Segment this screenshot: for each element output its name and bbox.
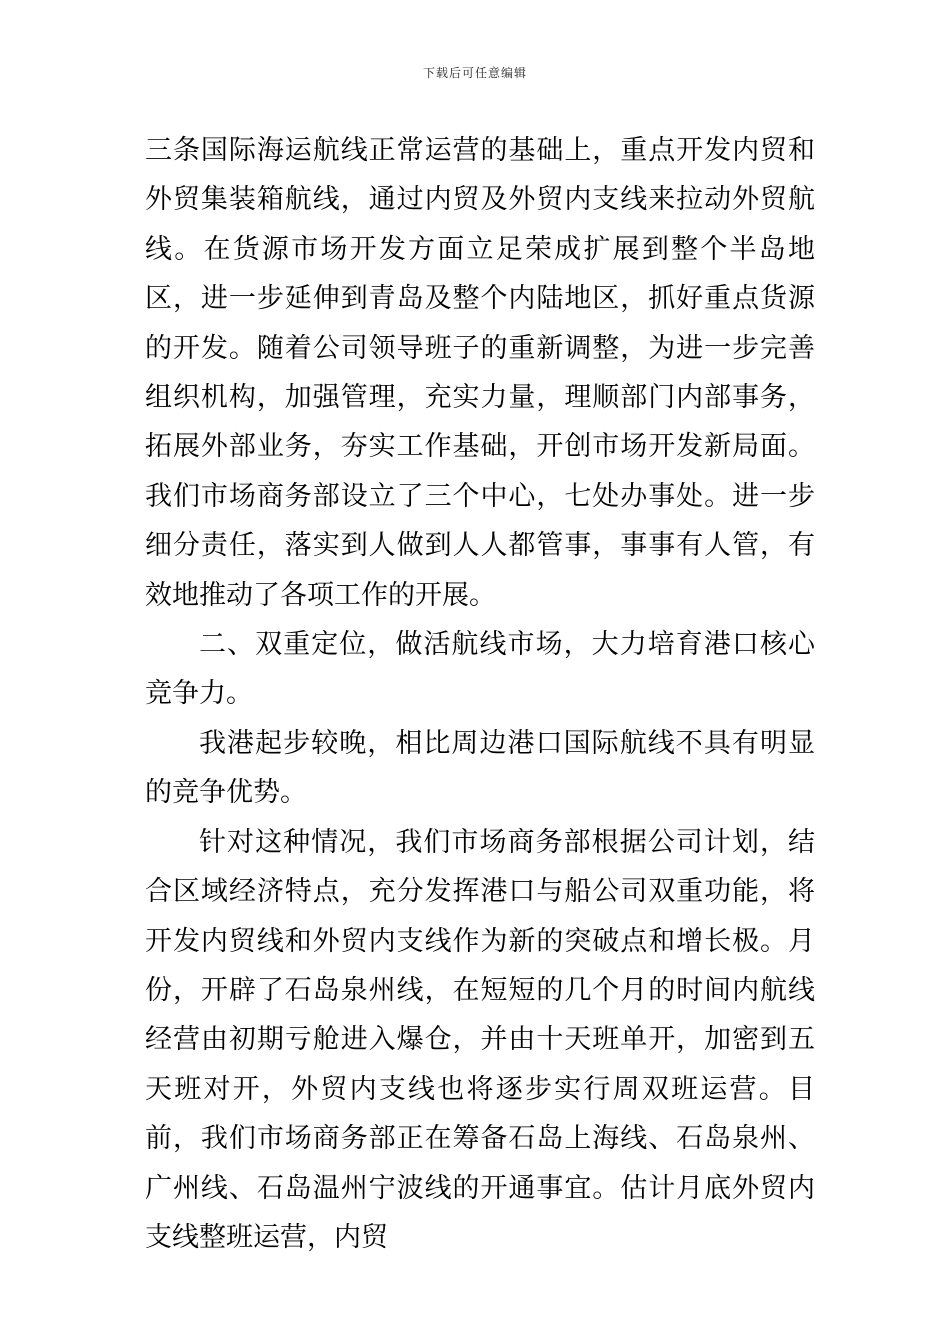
paragraph-1: 三条国际海运航线正常运营的基础上，重点开发内贸和外贸集装箱航线，通过内贸及外贸内支线来拉动外贸航线。在货源市场开发方面立足荣成扩展到整个半岛地区，进一步延伸到青岛及整个内陆地区，抓好重点货源的开发。随着公司领导班子的重新调整，为进一步完善组织机构，加强管理，充实力量，理顺部门内部事务，拓展外部业务，夯实工作基础，开创市场开发新局面。我们市场商务部设立了三个中心，七处办事处。进一步细分责任，落实到人做到人人都管事，事事有人管，有效地推动了各项工作的开展。 xyxy=(145,135,815,611)
header-note: 下载后可任意编辑 xyxy=(422,66,527,80)
paragraph-4: 针对这种情况，我们市场商务部根据公司计划，结合区域经济特点，充分发挥港口与船公司双重功能，将开发内贸线和外贸内支线作为新的突破点和增长极。月份，开辟了石岛泉州线，在短短的几个月的时间内航线经营由初期亏舱进入爆仓，并由十天班单开，加密到五天班对开，外贸内支线也将逐步实行周双班运营。目前，我们市场商务部正在筹备石岛上海线、石岛泉州、广州线、石岛温州宁波线的开通事宜。估计月底外贸内支线整班运营，内贸 xyxy=(145,826,815,1253)
paragraph-2-heading: 二、双重定位，做活航线市场，大力培育港口核心竞争力。 xyxy=(145,629,815,710)
document-body xyxy=(145,126,815,1262)
paragraph-3: 我港起步较晚，相比周边港口国际航线不具有明显的竞争优势。 xyxy=(145,727,815,809)
